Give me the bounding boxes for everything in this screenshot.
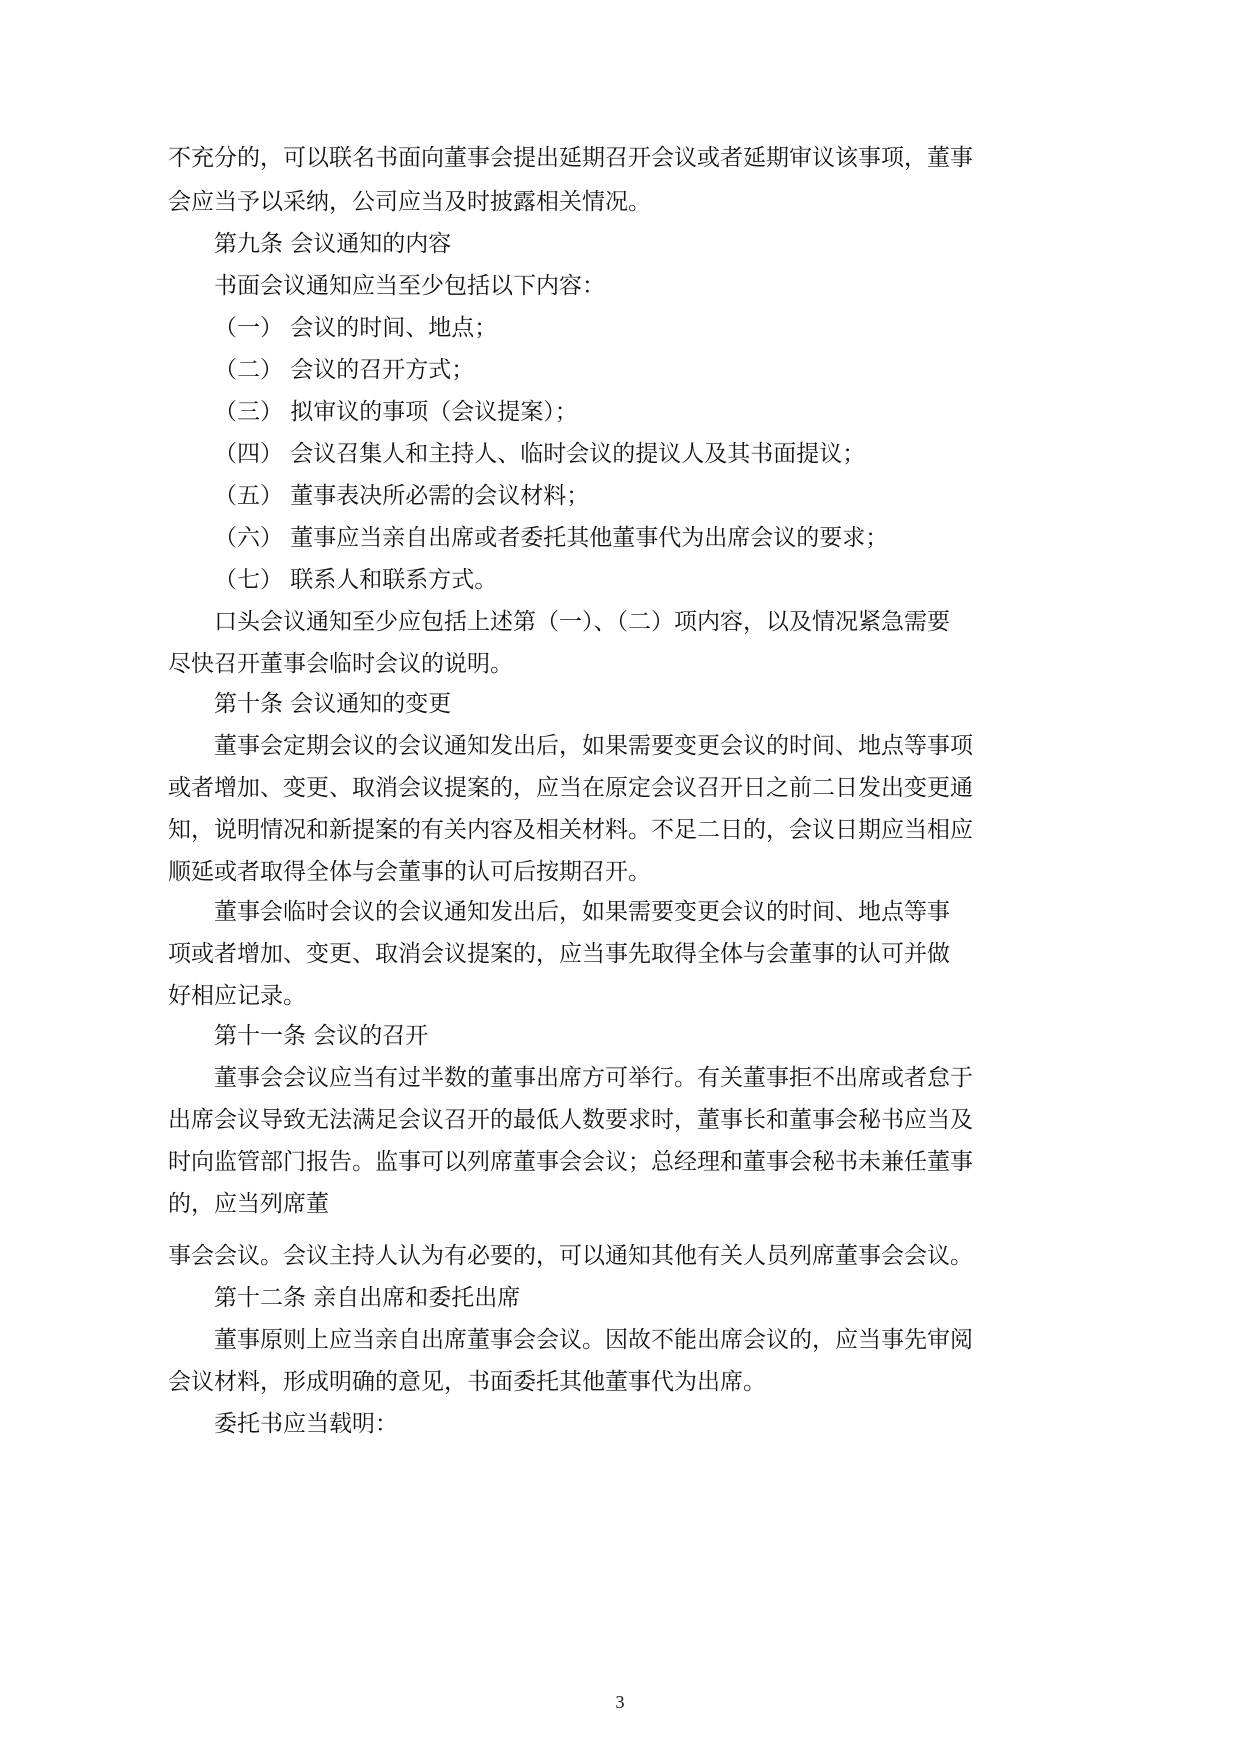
list-item: （二） 会议的召开方式； bbox=[214, 357, 475, 383]
list-item: （六） 董事应当亲自出席或者委托其他董事代为出席会议的要求； bbox=[214, 525, 889, 551]
page-number: 3 bbox=[615, 1692, 625, 1712]
body-line: 会应当予以采纳，公司应当及时披露相关情况。 bbox=[168, 189, 651, 215]
body-line: 知，说明情况和新提案的有关内容及相关材料。不足二日的，会议日期应当相应 bbox=[168, 817, 973, 843]
body-line: 时向监管部门报告。监事可以列席董事会会议；总经理和董事会秘书未兼任董事 bbox=[168, 1149, 973, 1175]
body-line: 董事会临时会议的会议通知发出后，如果需要变更会议的时间、地点等事 bbox=[214, 899, 950, 925]
article-heading: 第十二条 亲自出席和委托出席 bbox=[214, 1285, 521, 1311]
list-item: （四） 会议召集人和主持人、临时会议的提议人及其书面提议； bbox=[214, 441, 866, 467]
body-line: 事会会议。会议主持人认为有必要的，可以通知其他有关人员列席董事会会议。 bbox=[168, 1243, 973, 1269]
article-heading: 第十条 会议通知的变更 bbox=[214, 691, 452, 717]
list-item: （七） 联系人和联系方式。 bbox=[214, 567, 498, 593]
body-line: 好相应记录。 bbox=[168, 983, 306, 1009]
body-line: 尽快召开董事会临时会议的说明。 bbox=[168, 651, 513, 677]
body-line: 项或者增加、变更、取消会议提案的，应当事先取得全体与会董事的认可并做 bbox=[168, 941, 950, 967]
body-line: 或者增加、变更、取消会议提案的，应当在原定会议召开日之前二日发出变更通 bbox=[168, 775, 973, 801]
body-line: 不充分的，可以联名书面向董事会提出延期召开会议或者延期审议该事项，董事 bbox=[168, 145, 973, 171]
body-line: 的，应当列席董 bbox=[168, 1191, 329, 1217]
list-item: （一） 会议的时间、地点； bbox=[214, 315, 498, 341]
article-heading: 第十一条 会议的召开 bbox=[214, 1023, 429, 1049]
body-line: 出席会议导致无法满足会议召开的最低人数要求时，董事长和董事会秘书应当及 bbox=[168, 1107, 973, 1133]
body-line: 董事会会议应当有过半数的董事出席方可举行。有关董事拒不出席或者怠于 bbox=[214, 1065, 973, 1091]
body-line: 书面会议通知应当至少包括以下内容： bbox=[214, 273, 605, 299]
body-line: 董事原则上应当亲自出席董事会会议。因故不能出席会议的，应当事先审阅 bbox=[214, 1327, 973, 1353]
body-line: 董事会定期会议的会议通知发出后，如果需要变更会议的时间、地点等事项 bbox=[214, 733, 973, 759]
list-item: （三） 拟审议的事项（会议提案）； bbox=[214, 399, 578, 425]
body-line: 会议材料，形成明确的意见，书面委托其他董事代为出席。 bbox=[168, 1369, 766, 1395]
list-item: （五） 董事表决所必需的会议材料； bbox=[214, 483, 590, 509]
body-line: 顺延或者取得全体与会董事的认可后按期召开。 bbox=[168, 859, 651, 885]
body-line: 口头会议通知至少应包括上述第（一）、（二）项内容，以及情况紧急需要 bbox=[214, 609, 950, 635]
body-line: 委托书应当载明： bbox=[214, 1411, 398, 1437]
article-heading: 第九条 会议通知的内容 bbox=[214, 231, 452, 257]
